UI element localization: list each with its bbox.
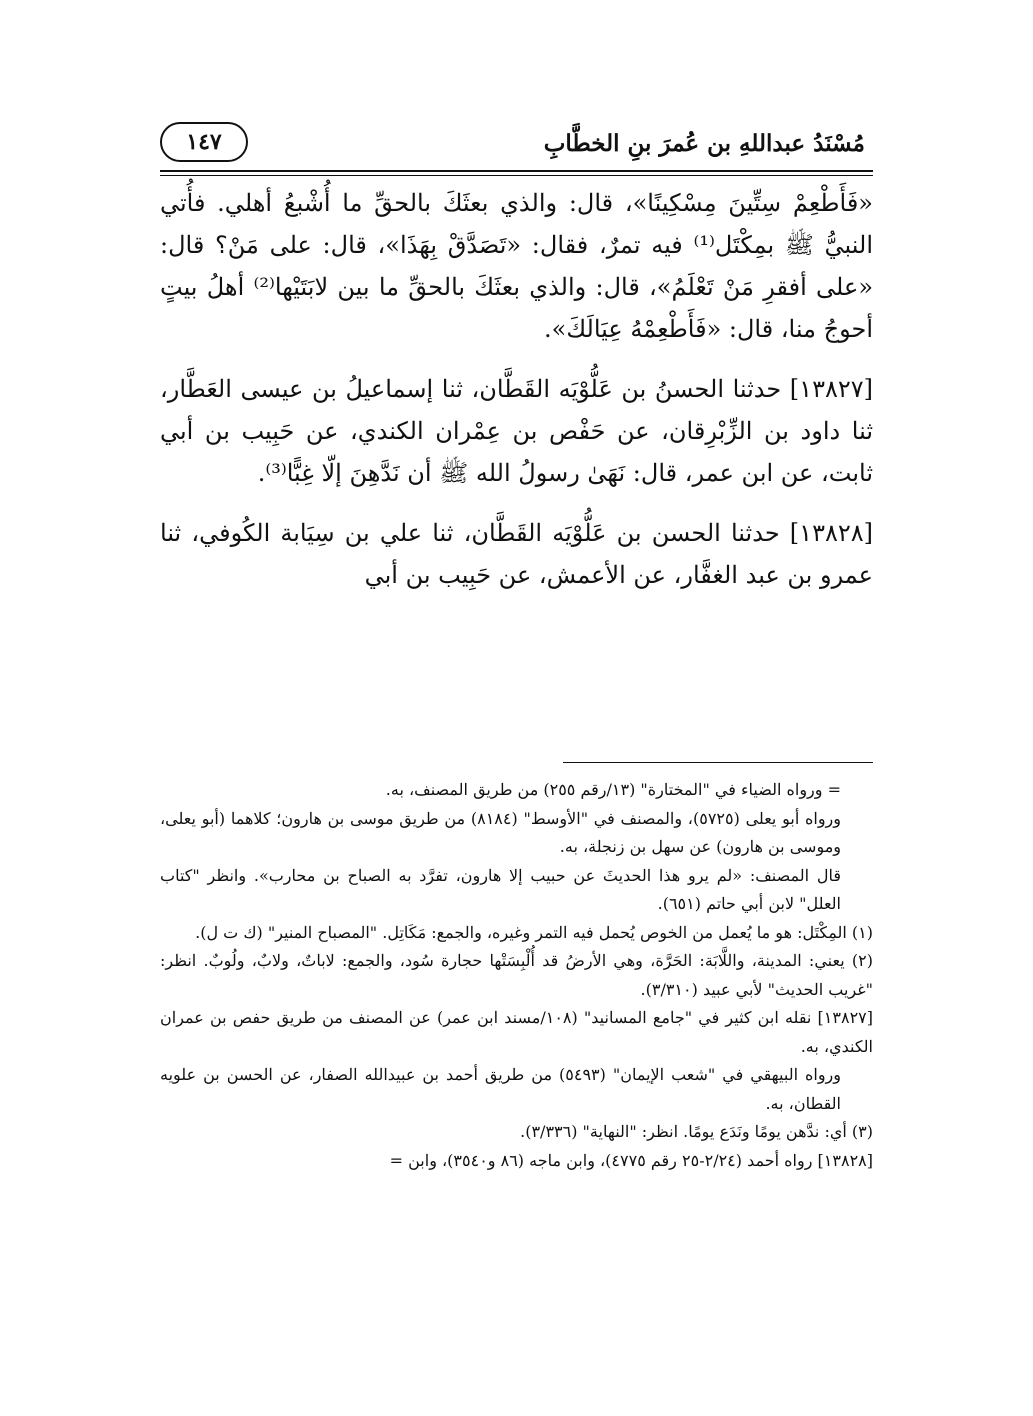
footnote-3: (٣) أي: ندَّهن يومًا ونَدَع يومًا. انظر: "النهاية" (٣/٣٣٦).: [520, 1122, 873, 1141]
paragraph-hadith-13827: [١٣٨٢٧] حدثنا الحسنُ بن عَلُّوْيَه القَطَّان، ثنا إسماعيلُ بن عيسى العَطَّار، ثنا داود بن الزِّبْرِقان، عن حَفْص بن عِمْران الكندي، عن حَبِيب بن أبي ثابت، عن ابن عمر، قال: نَهَىٰ رسولُ الله ﷺ أن نَدَّهِنَ إلّا غِبًّا⁽³⁾.: [160, 375, 873, 487]
header-rule-thin: [160, 175, 873, 176]
footnotes: [160, 776, 873, 1175]
page-number-badge: ١٤٧: [160, 122, 248, 162]
footnote-1: (١) المِكْتَل: هو ما يُعمل من الخوص يُحمل فيه التمر وغيره، والجمع: مَكَاتِل. "المصباح المنير" (ك ت ل).: [195, 922, 873, 942]
running-title: مُسْنَدُ عبداللهِ بن عُمرَ بنِ الخطَّابِ: [543, 130, 865, 157]
page-header: [160, 118, 873, 168]
footnote-2: (٢) يعني: المدينة، واللَّابَة: الحَرَّة، وهي الأرضُ قد أُلْبِسَتْها حجارة سُود، والجمع: لاباتٌ، ولابٌ، ولُوبٌ. انظر: "غريب الحديث" لأبي عبيد (٣/٣١٠).: [160, 951, 873, 999]
main-text: [160, 182, 873, 596]
footnote-text: ورواه البيهقي في "شعب الإيمان" (٥٤٩٣) من طريق أحمد بن عبيدالله الصفار، عن الحسن بن علويه القطان، به.: [160, 1065, 842, 1113]
paragraph-hadith-13828: [١٣٨٢٨] حدثنا الحسن بن عَلُّوْيَه القَطَّان، ثنا علي بن سِيَابة الكُوفي، ثنا عمرو بن عبد الغفَّار، عن الأعمش، عن حَبِيب بن أبي: [160, 519, 873, 589]
paragraph-hadith-end: «فَأَطْعِمْ سِتِّينَ مِسْكِينًا»، قال: والذي بعثَكَ بالحقِّ ما أُشْبعُ أهلي. فأُتي النبيُّ ﷺ بمِكْتَل⁽¹⁾ فيه تمرٌ، فقال: «تَصَدَّقْ بِهَذَا»، قال: على مَنْ؟ قال: «على أفقرِ مَنْ تَعْلَمُ»، قال: والذي بعثَكَ بالحقِّ ما بين لابَتَيْها⁽²⁾ أهلُ بيتٍ أحوجُ منا، قال: «فَأَطْعِمْهُ عِيَالَكَ».: [160, 189, 874, 343]
footnote-divider: [563, 762, 873, 763]
footnote-13827: [١٣٨٢٧] نقله ابن كثير في "جامع المسانيد" (١٠٨/مسند ابن عمر) عن المصنف من طريق حفص بن عمران الكندي، به.: [160, 1008, 874, 1056]
footnote-continuation: = ورواه الضياء في "المختارة" (١٣/رقم ٢٥٥) من طريق المصنف، به.: [385, 780, 841, 799]
footnote-text: قال المصنف: «لم يرو هذا الحديثَ عن حبيب إلا هارون، تفرَّد به الصباح بن محارب». وانظر "كتاب العلل" لابن أبي حاتم (٦٥١).: [160, 865, 841, 913]
header-rule: [160, 170, 873, 172]
footnote-text: ورواه أبو يعلى (٥٧٢٥)، والمصنف في "الأوسط" (٨١٨٤) من طريق موسى بن هارون؛ كلاهما (أبو يعلى، وموسى بن هارون) عن سهل بن زنجلة، به.: [160, 808, 842, 856]
footnote-13828: [١٣٨٢٨] رواه أحمد (٢/٢٤-٢٥ رقم ٤٧٧٥)، وابن ماجه (٨٦ و٣٥٤٠)، وابن =: [389, 1150, 873, 1170]
